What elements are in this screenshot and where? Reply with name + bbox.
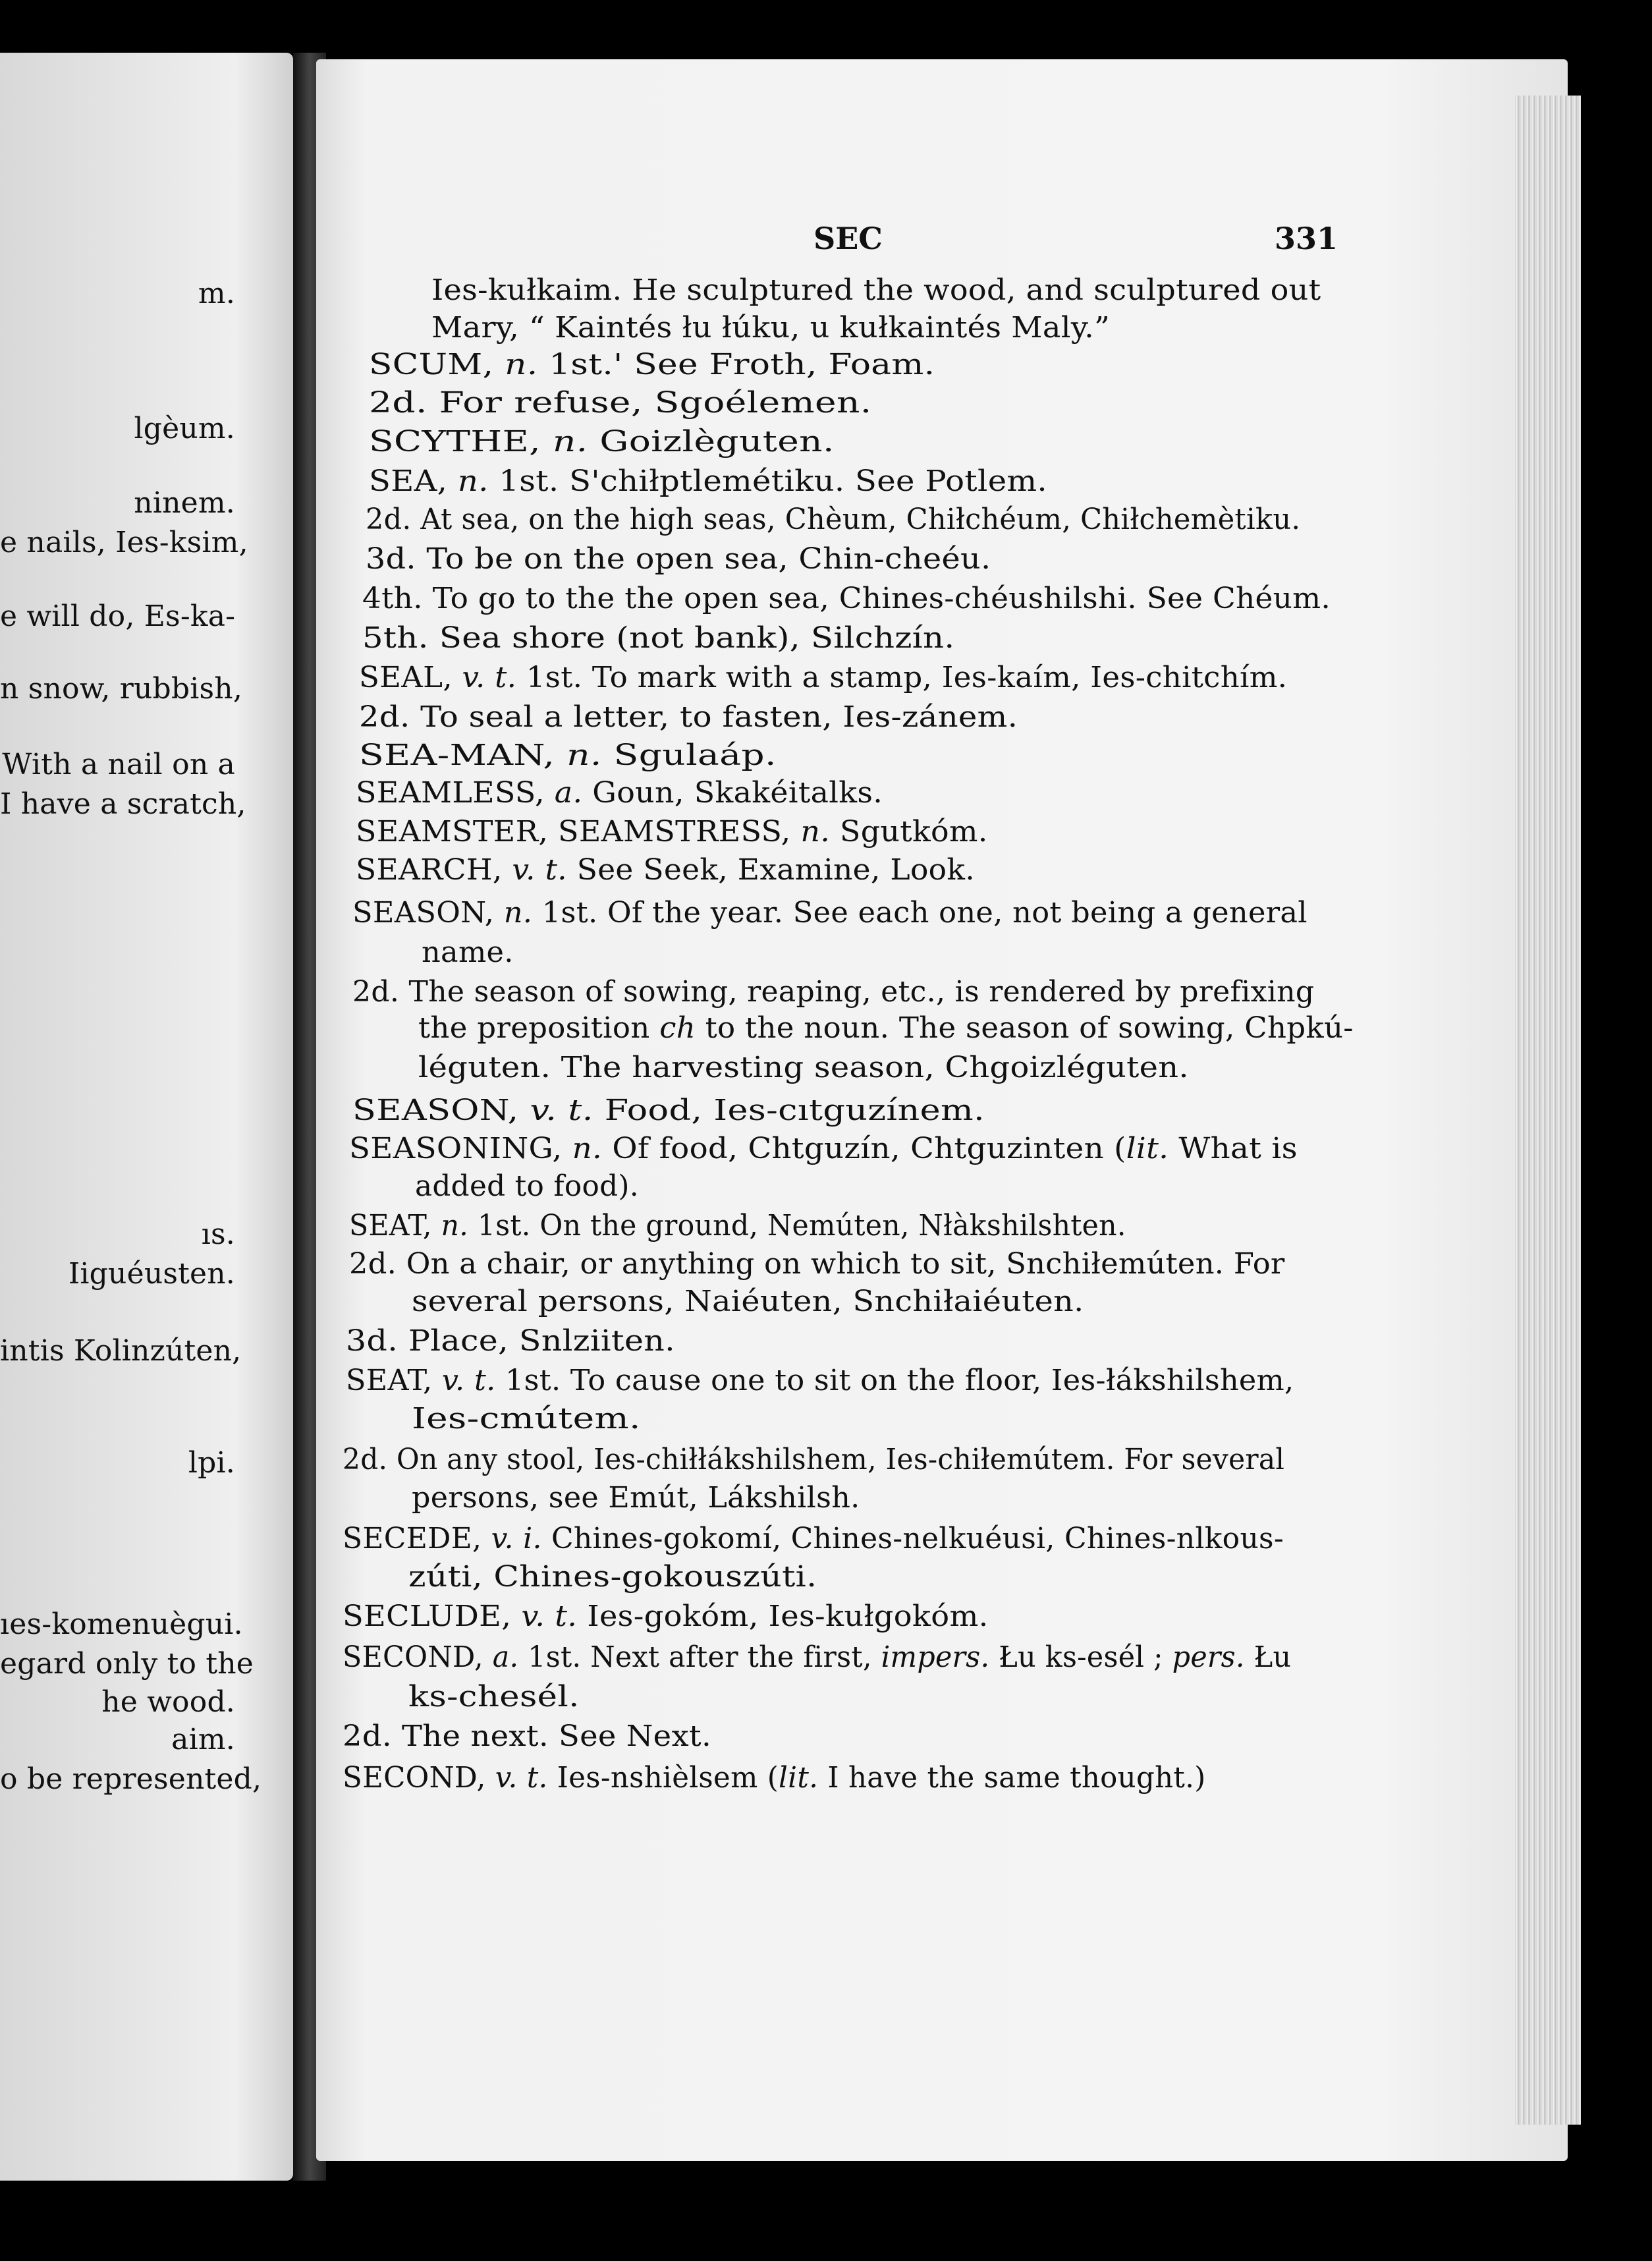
entry-line: Mary, “ Kaintés łu łúku, u kułkaintés Maly.” xyxy=(431,311,1111,345)
left-line: intis Kolinzúten, xyxy=(0,1334,242,1368)
entry-line: 5th. Sea shore (not bank), Silchzín. xyxy=(362,621,955,655)
left-line: ninem. xyxy=(134,486,235,520)
entry-line: SCYTHE, n. Goizlèguten. xyxy=(369,425,835,459)
left-facing-page xyxy=(0,53,293,2181)
entry-line: SCUM, n. 1st.' See Froth, Foam. xyxy=(369,348,935,381)
entry-line: zúti, Chines-gokouszúti. xyxy=(408,1560,817,1594)
entry-line: SEA, n. 1st. S'chiłptlemétiku. See Potlem. xyxy=(369,464,1047,498)
entry-line: 2d. The next. See Next. xyxy=(343,1719,712,1753)
left-line: egard only to the xyxy=(0,1647,254,1681)
entry-line: SEARCH, v. t. See Seek, Examine, Look. xyxy=(356,853,976,887)
entry-line: 2d. At sea, on the high seas, Chèum, Chiłchéum, Chiłchemètiku. xyxy=(366,503,1301,536)
entry-line: 2d. The season of sowing, reaping, etc., is rendered by prefixing xyxy=(352,975,1315,1009)
left-line: n snow, rubbish, xyxy=(0,672,243,706)
entry-line: SEAT, n. 1st. On the ground, Nemúten, Nłàkshilshten. xyxy=(349,1209,1126,1242)
left-line: m. xyxy=(198,277,235,310)
left-line: aim. xyxy=(171,1723,235,1756)
entry-line: name. xyxy=(422,935,514,969)
left-line: e will do, Es-ka- xyxy=(0,600,236,633)
entry-line: 2d. To seal a letter, to fasten, Ies-zánem. xyxy=(359,700,1018,734)
entry-line: léguten. The harvesting season, Chgoizléguten. xyxy=(418,1051,1189,1084)
left-line: ıs. xyxy=(201,1217,235,1251)
entry-line: 3d. Place, Snlziiten. xyxy=(346,1324,676,1358)
entry-line: 2d. For refuse, Sgoélemen. xyxy=(369,386,872,420)
entry-line: SECOND, v. t. Ies-nshièlsem (lit. I have the same thought.) xyxy=(343,1761,1206,1795)
entry-line: 3d. To be on the open sea, Chin-cheéu. xyxy=(366,542,991,576)
entry-line: SEASON, v. t. Food, Ies-cıtguzínem. xyxy=(352,1094,985,1127)
entry-line: SEAMLESS, a. Goun, Skakéitalks. xyxy=(356,776,883,810)
entry-line: 2d. On any stool, Ies-chiłłákshilshem, Ies-chiłemútem. For several xyxy=(343,1443,1285,1476)
left-line: I have a scratch, xyxy=(0,787,246,821)
running-head-title: SEC xyxy=(813,221,883,256)
entry-line: SEAT, v. t. 1st. To cause one to sit on the floor, Ies-łákshilshem, xyxy=(346,1364,1294,1397)
entry-line: Ies-cmútem. xyxy=(412,1402,641,1436)
entry-line: the preposition ch to the noun. The season of sowing, Chpkú- xyxy=(418,1011,1354,1045)
entry-line: persons, see Emút, Lákshilsh. xyxy=(412,1481,860,1515)
entry-line: several persons, Naiéuten, Snchiłaiéuten. xyxy=(412,1285,1084,1318)
left-line: he wood. xyxy=(101,1685,235,1719)
entry-line: Ies-kułkaim. He sculptured the wood, and sculptured out xyxy=(431,273,1321,307)
left-line: o be represented, xyxy=(0,1762,262,1796)
entry-line: SECOND, a. 1st. Next after the first, impers. Łu ks-esél ; pers. Łu xyxy=(343,1640,1292,1674)
entry-line: 2d. On a chair, or anything on which to sit, Snchiłemúten. For xyxy=(349,1247,1285,1281)
entry-line: SEASONING, n. Of food, Chtguzín, Chtguzinten (lit. What is xyxy=(349,1132,1298,1165)
left-line: lgèum. xyxy=(134,412,235,445)
left-line: With a nail on a xyxy=(2,748,235,781)
left-line: e nails, Ies-ksim, xyxy=(0,526,248,559)
page-number: 331 xyxy=(1275,221,1338,256)
page-edge-stack xyxy=(1515,96,1581,2125)
entry-line: SECLUDE, v. t. Ies-gokóm, Ies-kułgokóm. xyxy=(343,1600,989,1633)
entry-line: ks-chesél. xyxy=(408,1680,580,1714)
entry-line: SEAL, v. t. 1st. To mark with a stamp, Ies-kaím, Ies-chitchím. xyxy=(359,661,1288,694)
entry-line: SEASON, n. 1st. Of the year. See each one, not being a general xyxy=(352,896,1308,930)
entry-line: added to food). xyxy=(415,1169,639,1203)
left-line: lpi. xyxy=(188,1446,235,1480)
entry-line: SEAMSTER, SEAMSTRESS, n. Sgutkóm. xyxy=(356,815,988,849)
entry-line: SEA-MAN, n. Sgulaáp. xyxy=(359,739,777,772)
entry-line: 4th. To go to the the open sea, Chines-chéushilshi. See Chéum. xyxy=(362,582,1331,615)
left-line: ıes-komenuègui. xyxy=(0,1607,243,1641)
entry-line: SECEDE, v. i. Chines-gokomí, Chines-nelkuéusi, Chines-nlkous- xyxy=(343,1522,1284,1555)
left-line: Iiguéusten. xyxy=(68,1257,235,1291)
